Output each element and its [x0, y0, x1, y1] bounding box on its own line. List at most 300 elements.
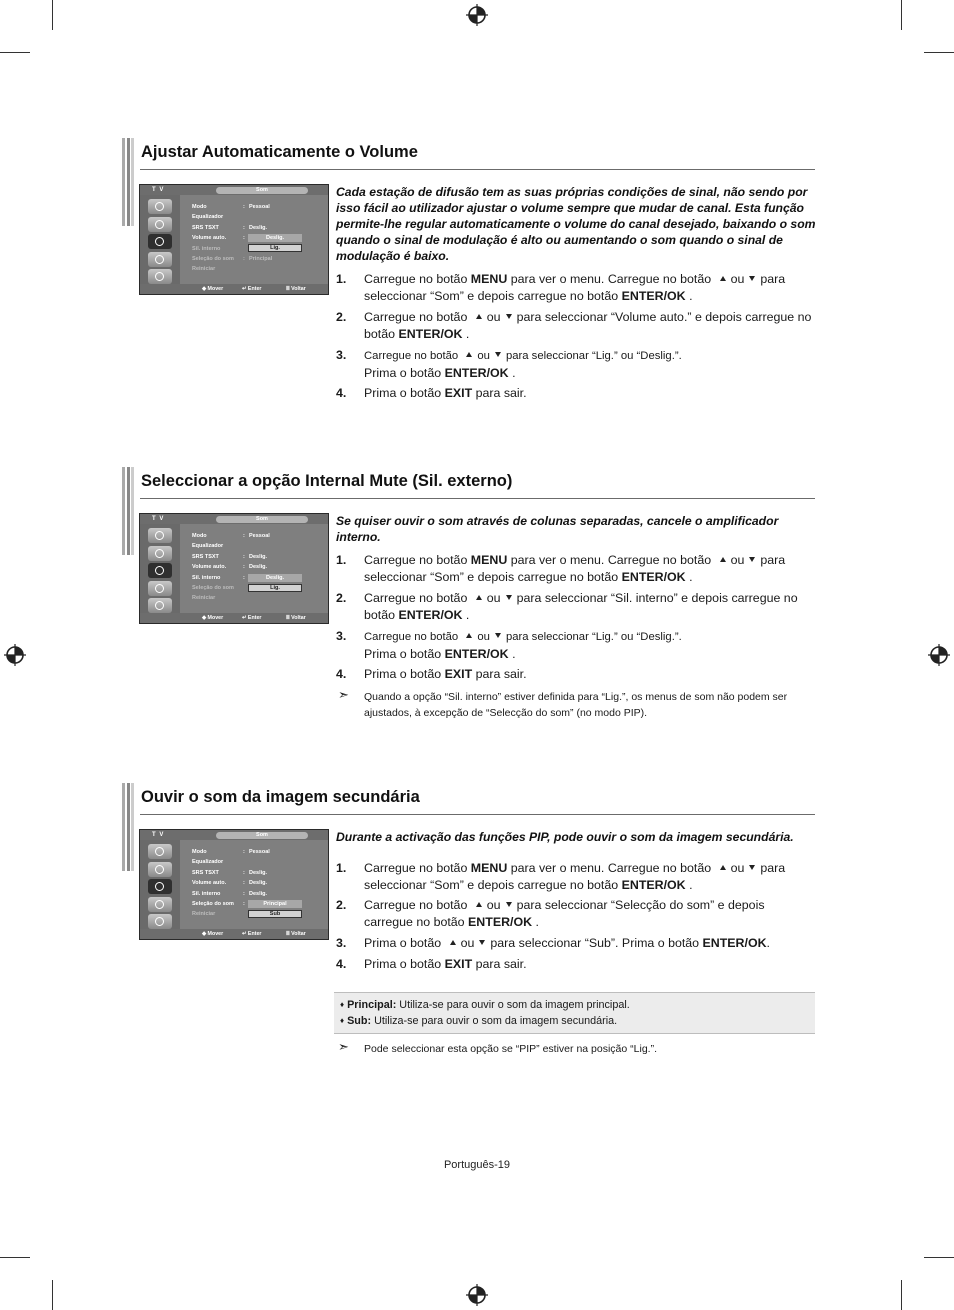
osd-menu-row: [192, 541, 327, 551]
osd-row-label: Seleção do som: [192, 255, 234, 262]
tv-menu-screenshot: [139, 513, 329, 624]
osd-row-label: Sil. interno: [192, 245, 221, 252]
osd-bottom-bar: [140, 613, 328, 623]
section-title: Ouvir o som da imagem secundária: [141, 788, 420, 806]
note-pen-icon: ➣: [338, 687, 349, 702]
osd-tv-label: T V: [152, 832, 165, 838]
button-name: ENTER/OK: [621, 877, 686, 892]
osd-option: Principal: [248, 900, 302, 908]
osd-row-label: Volume auto.: [192, 235, 227, 242]
osd-row-label: SRS TSXT: [192, 553, 219, 560]
icon-glyph: [155, 601, 164, 610]
step-text-part: .: [532, 914, 539, 929]
step-text-part: para seleccionar “Lig.” ou “Deslig.”.: [505, 631, 682, 643]
enter-icon: ↵: [242, 931, 248, 937]
sound-icon: [148, 862, 172, 877]
osd-row-label: Reiniciar: [192, 595, 216, 602]
info-label: Sub:: [347, 1015, 372, 1027]
osd-option: Sub: [248, 910, 302, 918]
arrow-down-icon: [749, 865, 755, 870]
section-intro: Cada estação de difusão tem as suas próprias condições de sinal, não sendo por isso fácil ao utilizador ajustar o volume sempre que mudar de canal. Esta função permite-lhe regular automaticamente o volume do canal desejado, baixando o som quando o sinal de modulação é alto ou aumentando o som quando o sinal de modulação é baixo.: [336, 185, 816, 263]
diamond-bullet-icon: ♦: [340, 1016, 345, 1025]
osd-menu-row: [192, 857, 327, 867]
osd-colon: :: [243, 224, 245, 231]
move-icon: ◆: [202, 615, 208, 621]
osd-tv-label: T V: [152, 516, 165, 522]
button-name: EXIT: [444, 386, 473, 400]
step-text-part: .: [685, 288, 693, 303]
picture-icon: [148, 199, 172, 214]
step-text-part: ou: [486, 591, 501, 605]
osd-move-label: Mover: [207, 931, 224, 937]
instruction-step: [336, 666, 812, 683]
step-text-part: Carregue no botão: [364, 350, 462, 362]
step-text-part: Prima o botão: [364, 957, 445, 971]
setup-icon: [148, 581, 172, 596]
section-intro: Se quiser ouvir o som através de colunas separadas, cancele o amplificador interno.: [336, 514, 779, 544]
arrow-down-icon: [495, 633, 501, 638]
step-number: 2.: [336, 591, 347, 605]
osd-menu: [192, 847, 327, 920]
icon-glyph: [155, 549, 164, 558]
step-text-part: ou: [477, 631, 490, 643]
input-icon: [148, 598, 172, 613]
button-name: MENU: [470, 861, 508, 875]
arrow-up-icon: [466, 633, 472, 638]
registration-mark-icon: [928, 644, 950, 666]
osd-row-label: Reiniciar: [192, 266, 216, 273]
instruction-step: [336, 309, 812, 342]
step-text-part: para seleccionar “Volume auto.” e depois carregue no botão: [364, 310, 812, 341]
crop-mark: [901, 0, 902, 30]
osd-colon: :: [243, 255, 245, 262]
enter-icon: ↵: [242, 615, 248, 621]
icon-glyph: [155, 202, 164, 211]
step-text-part: .: [462, 326, 470, 341]
step-number: 1.: [336, 861, 347, 875]
registration-mark-icon: [466, 1284, 488, 1306]
step-text-part: para seleccionar “Lig.” ou “Deslig.”.: [505, 350, 682, 362]
osd-option: Lig.: [248, 584, 302, 592]
input-icon: [148, 914, 172, 929]
osd-enter-hint: [242, 284, 261, 294]
icon-glyph: [155, 220, 164, 229]
step-number: 4.: [336, 957, 347, 971]
osd-menu-row: [192, 847, 327, 857]
button-name: MENU: [470, 272, 508, 286]
osd-colon: :: [243, 574, 245, 581]
osd-back-hint: [286, 929, 306, 939]
section: [120, 138, 815, 438]
osd-row-label: Volume auto.: [192, 564, 227, 571]
osd-icon-column: [140, 195, 180, 285]
osd-move-label: Mover: [207, 615, 224, 621]
input-icon: [148, 269, 172, 284]
osd-tv-label: T V: [152, 187, 165, 193]
osd-row-label: SRS TSXT: [192, 224, 219, 231]
osd-dropdown: [248, 574, 302, 594]
arrow-up-icon: [466, 352, 472, 357]
step-text-part: Prima o botão: [364, 936, 445, 950]
instruction-step: [336, 956, 812, 973]
tv-menu-screenshot: [139, 829, 329, 940]
arrow-down-icon: [749, 276, 755, 281]
step-number: 3.: [336, 629, 347, 643]
section-rule: [140, 498, 815, 499]
step-text-part: .: [508, 365, 516, 380]
osd-row-value: Deslig.: [249, 869, 268, 876]
osd-tab-label: Som: [216, 187, 308, 194]
back-icon: Ⅲ: [286, 615, 292, 621]
info-box: [334, 992, 815, 1034]
arrow-up-icon: [720, 276, 726, 281]
arrow-down-icon: [495, 352, 501, 357]
osd-back-label: Voltar: [291, 931, 306, 937]
step-text: [364, 350, 682, 380]
back-icon: Ⅲ: [286, 931, 292, 937]
osd-row-label: Reiniciar: [192, 911, 216, 918]
back-icon: Ⅲ: [286, 286, 292, 292]
icon-glyph: [155, 584, 164, 593]
osd-menu-row: [192, 889, 327, 899]
osd-row-value: Pessoal: [249, 849, 270, 855]
note: [336, 1041, 816, 1057]
osd-row-label: Seleção do som: [192, 584, 234, 591]
button-name: ENTER/OK: [398, 326, 463, 341]
step-text: [364, 591, 798, 622]
osd-row-label: Equalizador: [192, 859, 224, 866]
arrow-up-icon: [720, 557, 726, 562]
osd-colon: :: [243, 869, 245, 876]
osd-menu-row: [192, 593, 327, 603]
step-number: 4.: [336, 667, 347, 681]
step-text-part: para sair.: [472, 667, 527, 681]
step-text-part: para seleccionar “Som” e depois carregue no botão: [364, 861, 786, 892]
picture-icon: [148, 844, 172, 859]
step-text-part: ou: [486, 898, 501, 912]
osd-row-label: Sil. interno: [192, 574, 221, 581]
step-number: 1.: [336, 272, 347, 286]
osd-move-hint: [202, 929, 223, 939]
osd-bottom-bar: [140, 284, 328, 294]
step-text-part: Carregue no botão: [364, 861, 471, 875]
osd-menu-row: [192, 202, 327, 212]
section-rule: [140, 169, 815, 170]
osd-option: Lig.: [248, 244, 302, 252]
icon-glyph: [155, 531, 164, 540]
osd-move-label: Mover: [207, 286, 224, 292]
osd-menu: [192, 202, 327, 275]
osd-menu-row: [192, 531, 327, 541]
section-marker: [122, 783, 134, 871]
osd-back-label: Voltar: [291, 615, 306, 621]
button-name: ENTER/OK: [702, 936, 767, 950]
step-text-part: Prima o botão: [364, 386, 445, 400]
step-number: 4.: [336, 386, 347, 400]
step-text-part: Carregue no botão: [364, 631, 462, 643]
osd-colon: :: [243, 880, 245, 887]
arrow-down-icon: [506, 595, 512, 600]
instruction-step: [336, 385, 812, 402]
section-marker: [122, 467, 134, 555]
step-number: 2.: [336, 898, 347, 912]
arrow-down-icon: [506, 902, 512, 907]
step-number: 2.: [336, 310, 347, 324]
section-intro: Durante a activação das funções PIP, pode ouvir o som da imagem secundária.: [336, 830, 794, 844]
step-text: [364, 310, 811, 341]
osd-option: Deslig.: [248, 574, 302, 582]
step-text-part: para ver o menu. Carregue no botão: [507, 553, 715, 567]
button-name: ENTER/OK: [468, 914, 533, 929]
step-text-part: Carregue no botão: [364, 553, 471, 567]
step-text: [364, 861, 785, 892]
info-text: Utiliza-se para ouvir o som da imagem secundária.: [371, 1015, 618, 1027]
step-text-part: para sair.: [472, 386, 527, 400]
osd-row-value: Deslig.: [249, 890, 268, 897]
arrow-up-icon: [720, 865, 726, 870]
crop-mark: [924, 1257, 954, 1258]
step-text-part: .: [462, 607, 470, 622]
step-text-part: para ver o menu. Carregue no botão: [507, 861, 715, 875]
icon-glyph: [155, 272, 164, 281]
section-rule: [140, 814, 815, 815]
step-text-part: ou: [730, 861, 745, 875]
step-text-part: para seleccionar “Selecção do som” e depois carregue no botão: [364, 898, 765, 929]
step-text-part: para seleccionar “Sil. interno” e depois carregue no botão: [364, 591, 798, 622]
osd-colon: :: [243, 900, 245, 907]
osd-menu-row: [192, 264, 327, 274]
step-text-part: para seleccionar “Som” e depois carregue no botão: [364, 553, 786, 584]
step-text-part: para ver o menu. Carregue no botão: [507, 272, 715, 286]
osd-dropdown: [248, 234, 302, 254]
osd-menu-row: [192, 254, 327, 264]
button-name: ENTER/OK: [621, 569, 686, 584]
button-name: MENU: [470, 553, 508, 567]
registration-mark-icon: [4, 644, 26, 666]
info-text: Utiliza-se para ouvir o som da imagem principal.: [396, 999, 630, 1011]
osd-bottom-bar: [140, 929, 328, 939]
arrow-down-icon: [749, 557, 755, 562]
step-text: [364, 898, 765, 929]
button-name: ENTER/OK: [621, 288, 686, 303]
arrow-down-icon: [479, 940, 485, 945]
diamond-bullet-icon: ♦: [340, 1000, 345, 1009]
crop-mark: [0, 1257, 30, 1258]
icon-glyph: [155, 900, 164, 909]
arrow-up-icon: [476, 595, 482, 600]
step-text-part: ou: [730, 553, 745, 567]
channel-icon: [148, 234, 172, 249]
osd-back-hint: [286, 284, 306, 294]
osd-back-hint: [286, 613, 306, 623]
osd-colon: :: [243, 553, 245, 560]
osd-menu: [192, 531, 327, 604]
osd-enter-hint: [242, 613, 261, 623]
channel-icon: [148, 563, 172, 578]
osd-enter-label: Enter: [247, 931, 262, 937]
step-text: [364, 386, 527, 400]
osd-move-hint: [202, 284, 223, 294]
instruction-step: [336, 590, 812, 623]
note: [336, 689, 816, 721]
osd-colon: :: [243, 204, 245, 210]
button-name: ENTER/OK: [444, 646, 509, 661]
instruction-step: [336, 552, 812, 585]
step-number: 3.: [336, 936, 347, 950]
osd-icon-column: [140, 840, 180, 930]
section-marker: [122, 138, 134, 226]
instruction-step: [336, 628, 812, 663]
move-icon: ◆: [202, 931, 208, 937]
info-line: [340, 997, 815, 1013]
info-line: [340, 1013, 815, 1029]
setup-icon: [148, 897, 172, 912]
channel-icon: [148, 879, 172, 894]
step-text-part: Prima o botão: [364, 646, 445, 661]
note-pen-icon: ➣: [338, 1039, 349, 1054]
crop-mark: [924, 52, 954, 53]
button-name: ENTER/OK: [444, 365, 509, 380]
page-number: Português-19: [443, 1159, 511, 1171]
move-icon: ◆: [202, 286, 208, 292]
section-title: Seleccionar a opção Internal Mute (Sil. externo): [141, 472, 513, 490]
osd-row-value: Pessoal: [249, 533, 270, 539]
button-name: EXIT: [444, 667, 473, 681]
osd-row-label: Sil. interno: [192, 890, 221, 897]
step-text-part: Carregue no botão: [364, 272, 471, 286]
osd-row-label: Modo: [192, 533, 207, 539]
icon-glyph: [155, 865, 164, 874]
arrow-up-icon: [476, 902, 482, 907]
osd-tab-label: Som: [216, 832, 308, 839]
osd-colon: :: [243, 235, 245, 242]
osd-move-hint: [202, 613, 223, 623]
button-name: EXIT: [444, 957, 473, 971]
step-text-part: .: [685, 569, 693, 584]
step-text: [364, 631, 682, 661]
osd-colon: :: [243, 564, 245, 571]
note-text: Pode seleccionar esta opção se “PIP” estiver na posição “Lig.”.: [364, 1043, 657, 1055]
osd-row-value: Principal: [249, 255, 273, 262]
osd-option: Deslig.: [248, 234, 302, 242]
osd-menu-row: [192, 212, 327, 222]
osd-row-label: SRS TSXT: [192, 869, 219, 876]
osd-row-value: Deslig.: [249, 224, 268, 231]
osd-row-value: Deslig.: [249, 564, 268, 571]
osd-row-label: Seleção do som: [192, 900, 234, 907]
info-label: Principal:: [347, 999, 397, 1011]
button-name: ENTER/OK: [398, 607, 463, 622]
step-number: 3.: [336, 348, 347, 362]
step-text-part: .: [508, 646, 516, 661]
osd-menu-row: [192, 868, 327, 878]
crop-mark: [52, 0, 53, 30]
step-text-part: ou: [730, 272, 745, 286]
tv-menu-screenshot: [139, 184, 329, 295]
osd-menu-row: [192, 562, 327, 572]
icon-glyph: [155, 237, 164, 246]
step-number: 1.: [336, 553, 347, 567]
osd-row-label: Volume auto.: [192, 880, 227, 887]
step-text-part: Prima o botão: [364, 365, 445, 380]
icon-glyph: [155, 255, 164, 264]
osd-row-label: Modo: [192, 204, 207, 210]
osd-icon-column: [140, 524, 180, 614]
registration-mark-icon: [466, 4, 488, 26]
step-text-part: Prima o botão: [364, 667, 445, 681]
step-text-part: ou: [477, 350, 490, 362]
arrow-up-icon: [476, 314, 482, 319]
section: [120, 783, 815, 1083]
crop-mark: [52, 1280, 53, 1310]
icon-glyph: [155, 882, 164, 891]
osd-colon: :: [243, 849, 245, 855]
osd-row-value: Deslig.: [249, 553, 268, 560]
sound-icon: [148, 546, 172, 561]
setup-icon: [148, 252, 172, 267]
osd-row-label: Equalizador: [192, 543, 224, 550]
osd-row-value: Deslig.: [249, 880, 268, 887]
section: [120, 467, 815, 767]
crop-mark: [901, 1280, 902, 1310]
step-text: [364, 272, 785, 303]
note-text: Quando a opção “Sil. interno” estiver definida para “Lig.”, os menus de som não podem ser ajustados, à excepção de “Selecção do som” (no modo PIP).: [364, 691, 788, 719]
osd-colon: :: [243, 890, 245, 897]
step-text-part: ou: [486, 310, 501, 324]
instruction-step: [336, 935, 812, 952]
step-text-part: .: [685, 877, 693, 892]
osd-menu-row: [192, 552, 327, 562]
section-title: Ajustar Automaticamente o Volume: [141, 143, 418, 161]
osd-row-value: Pessoal: [249, 204, 270, 210]
osd-back-label: Voltar: [291, 286, 306, 292]
step-text-part: para seleccionar “Som” e depois carregue no botão: [364, 272, 786, 303]
osd-row-label: Modo: [192, 849, 207, 855]
osd-enter-label: Enter: [247, 615, 262, 621]
step-text-part: ou: [460, 936, 475, 950]
picture-icon: [148, 528, 172, 543]
step-text-part: para seleccionar “Sub”. Prima o botão: [490, 936, 703, 950]
instruction-step: [336, 897, 812, 930]
instruction-step: [336, 860, 812, 893]
osd-menu-row: [192, 878, 327, 888]
step-text-part: .: [766, 936, 770, 950]
step-text-part: para sair.: [472, 957, 527, 971]
arrow-down-icon: [506, 314, 512, 319]
step-text-part: Carregue no botão: [364, 310, 471, 324]
sound-icon: [148, 217, 172, 232]
step-text: [364, 957, 527, 971]
step-text-part: Carregue no botão: [364, 898, 471, 912]
osd-colon: :: [243, 533, 245, 539]
instruction-step: [336, 271, 812, 304]
enter-icon: ↵: [242, 286, 248, 292]
step-text-part: Carregue no botão: [364, 591, 471, 605]
icon-glyph: [155, 847, 164, 856]
icon-glyph: [155, 566, 164, 575]
osd-row-label: Equalizador: [192, 214, 224, 221]
osd-enter-label: Enter: [247, 286, 262, 292]
instruction-step: [336, 347, 812, 382]
osd-enter-hint: [242, 929, 261, 939]
osd-tab-label: Som: [216, 516, 308, 523]
step-text: [364, 936, 770, 950]
arrow-up-icon: [450, 940, 456, 945]
osd-menu-row: [192, 223, 327, 233]
step-text: [364, 667, 527, 681]
osd-dropdown: [248, 900, 302, 920]
icon-glyph: [155, 917, 164, 926]
